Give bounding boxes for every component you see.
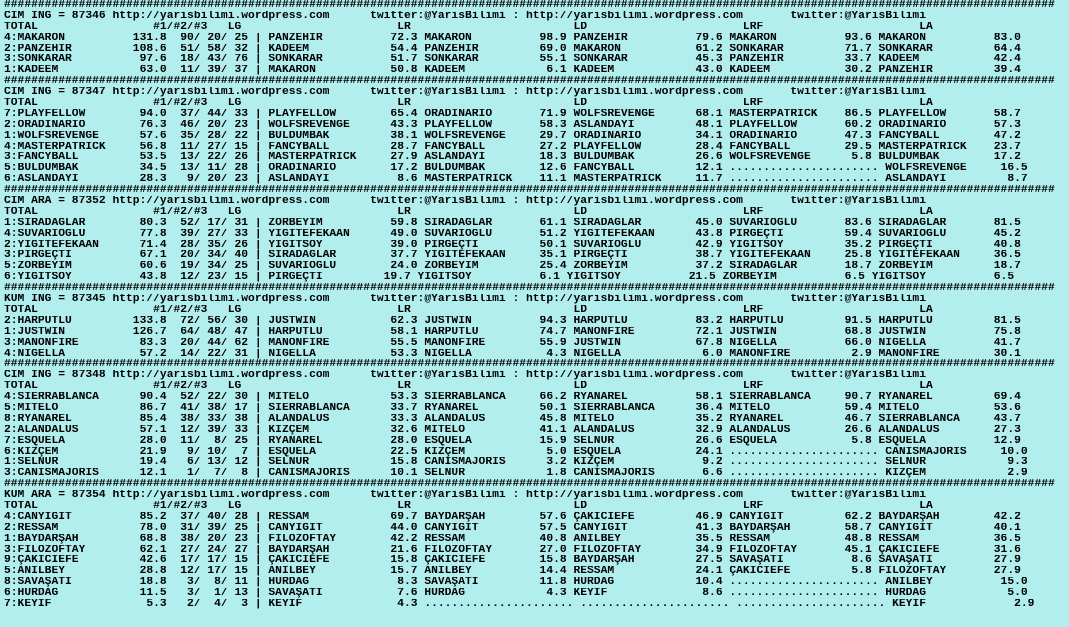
- horse-row: 7:KEYİF 5.3 2/ 4/ 3 | KEYİF 4.3 ...................... ...................... ...................... KEYİF 2.9: [4, 598, 1035, 610]
- separator-line: ###########################################################################################################################################################: [4, 185, 1055, 197]
- race-header-line: CIM ING = 87346 http://yarisbilimi.wordpress.com twitter:@YarisBilimi : http://yarisbilimi.wordpress.com twitter:@YarisBilimi: [4, 10, 926, 22]
- horse-row: 6:KIZÇEM 21.9 9/ 10/ 7 | ESQUELA 22.5 KIZÇEM 5.0 ESQUELA 24.1 ...................... CANISMAJORIS 10.0: [4, 446, 1028, 458]
- horse-row: 8:SAVAŞATI 18.8 3/ 8/ 11 | HÜRDAĞ 8.3 SAVAŞATI 11.8 HÜRDAĞ 10.4 ...................... ANILBEY 15.0: [4, 577, 1028, 589]
- horse-row: 1:BAYDARŞAH 68.8 38/ 20/ 23 | FİLOZOFTAY 42.2 RESSAM 40.8 ANILBEY 35.5 RESSAM 48.8 RESSAM 36.5: [4, 533, 1021, 545]
- horse-row: 2:ALANDALUS 57.1 12/ 39/ 33 | KIZÇEM 32.6 MITELO 41.1 ALANDALUS 32.9 ALANDALUS 26.6 ALANDALUS 27.3: [4, 424, 1021, 436]
- horse-row: 3:SONKARAR 97.6 18/ 43/ 76 | SONKARAR 51.7 SONKARAR 55.1 SONKARAR 45.3 PANZEHİR 33.7 KADEEM 42.4: [4, 54, 1021, 66]
- horse-row: 7:PLAYFELLOW 94.0 37/ 44/ 33 | PLAYFELLOW 65.4 ORADINARIO 71.9 WOLFSREVENGE 68.1 MASTERPATRICK 86.5 PLAYFELLOW 58.7: [4, 108, 1021, 120]
- separator-line: ###########################################################################################################################################################: [4, 0, 1055, 11]
- horse-row: 5:MITELO 86.7 41/ 38/ 17 | SIERRABLANCA 33.7 RYANAREL 50.1 SIERRABLANCA 36.4 MITELO 59.4 MITELO 53.6: [4, 402, 1021, 414]
- horse-row: 1:SELNUR 19.4 6/ 13/ 12 | SELNUR 15.8 CANISMAJORIS 3.2 KIZÇEM 9.2 ...................... SELNUR 9.3: [4, 457, 1028, 469]
- horse-row: 4:NIGELLA 57.2 14/ 22/ 31 | NIGELLA 53.3 NIGELLA 4.3 NIGELLA 6.0 MANONFIRE 2.9 MANONFIRE 30.1: [4, 348, 1021, 360]
- horse-row: 8:RYANAREL 85.4 38/ 33/ 38 | ALANDALUS 33.3 ALANDALUS 45.8 MITELO 35.2 RYANAREL 46.7 SIERRABLANCA 43.7: [4, 413, 1021, 425]
- separator-line: ###########################################################################################################################################################: [4, 479, 1055, 491]
- horse-row: 3:CANISMAJORIS 12.1 1/ 7/ 8 | CANISMAJORIS 10.1 SELNUR 1.8 CANISMAJORIS 6.6 ...................... KIZÇEM 2.9: [4, 468, 1028, 480]
- horse-row: 3:MANONFIRE 83.3 20/ 44/ 62 | MANONFIRE 55.5 MANONFIRE 55.9 JUSTWIN 67.8 NIGELLA 66.0 NIGELLA 41.7: [4, 337, 1021, 349]
- column-header-line: TOTAL #1/#2/#3 LG LR LD LRF LA: [4, 304, 933, 316]
- horse-row: 4:SIERRABLANCA 90.4 52/ 22/ 30 | MITELO 53.3 SIERRABLANCA 66.2 RYANAREL 58.1 SIERRABLANCA 90.7 RYANAREL 69.4: [4, 392, 1021, 403]
- horse-row: 5:ZORBEYİM 60.6 19/ 34/ 25 | SÜVARİOĞLU 24.0 ZORBEYİM 25.4 ZORBEYİM 37.2 SIRADAĞLAR 18.7 ZORBEYİM 18.7: [4, 261, 1021, 273]
- column-header-line: TOTAL #1/#2/#3 LG LR LD LRF LA: [4, 98, 933, 109]
- horse-row: 2:ORADINARIO 76.3 46/ 20/ 23 | WOLFSREVENGE 43.3 PLAYFELLOW 58.3 ASLANDAYI 48.1 PLAYFELLOW 60.2 ORADINARIO 57.3: [4, 119, 1021, 131]
- horse-row: 3:PİRGEÇTİ 67.1 20/ 34/ 40 | SIRADAĞLAR 37.7 YİĞİTEFEKAAN 35.1 PİRGEÇTİ 38.7 YİĞİTEFEKAAN 25.8 YİĞİTEFEKAAN 36.5: [4, 250, 1021, 262]
- race-header-line: KUM ARA = 87354 http://yarisbilimi.wordpress.com twitter:@YarisBilimi : http://yarisbilimi.wordpress.com twitter:@YarisBilimi: [4, 490, 926, 501]
- column-header-line: TOTAL #1/#2/#3 LG LR LD LRF LA: [4, 21, 933, 33]
- horse-row: 2:RESSAM 78.0 31/ 39/ 25 | CANYİĞİT 44.0 CANYİĞİT 57.5 CANYİĞİT 41.3 BAYDARŞAH 58.7 CANYİĞİT 40.1: [4, 522, 1021, 534]
- horse-row: 2:YİĞİTEFEKAAN 71.4 28/ 35/ 26 | YİĞİTSOY 39.0 PİRGEÇTİ 50.1 SÜVARİOĞLU 42.9 YİĞİTSOY 35.2 PİRGEÇTİ 40.8: [4, 239, 1021, 251]
- horse-row: 6:HÜRDAĞ 11.5 3/ 1/ 13 | SAVAŞATI 7.6 HÜRDAĞ 4.3 KEYİF 8.6 ...................... HÜRDAĞ 5.0: [4, 588, 1028, 599]
- horse-row: 1:KADEEM 63.0 11/ 39/ 37 | MAKARON 50.8 KADEEM 6.1 KADEEM 43.0 KADEEM 30.2 PANZEHİR 39.4: [4, 65, 1021, 77]
- horse-row: 5:ANILBEY 28.8 12/ 17/ 15 | ANILBEY 15.7 ANILBEY 14.4 RESSAM 24.1 ÇAKICIEFE 5.8 FİLOZOFTAY 27.9: [4, 566, 1021, 578]
- horse-row: 4:SÜVARİOĞLU 77.8 39/ 27/ 33 | YİĞİTEFEKAAN 49.0 SÜVARİOĞLU 51.2 YİĞİTEFEKAAN 43.8 PİRGEÇTİ 59.4 SÜVARİOĞLU 45.2: [4, 228, 1021, 240]
- column-header-line: TOTAL #1/#2/#3 LG LR LD LRF LA: [4, 206, 933, 218]
- race-header-line: CIM ARA = 87352 http://yarisbilimi.wordpress.com twitter:@YarisBilimi : http://yarisbilimi.wordpress.com twitter:@YarisBilimi: [4, 196, 926, 207]
- horse-row: 2:HARPUTLU 133.8 72/ 56/ 30 | JUSTWIN 62.3 JUSTWIN 94.3 HARPUTLU 83.2 HARPUTLU 91.5 HARPUTLU 81.5: [4, 315, 1021, 327]
- race-header-line: KUM ING = 87345 http://yarisbilimi.wordpress.com twitter:@YarisBilimi : http://yarisbilimi.wordpress.com twitter:@YarisBilimi: [4, 294, 926, 305]
- horse-row: 4:MAKARON 131.8 90/ 20/ 25 | PANZEHİR 72.3 MAKARON 98.9 PANZEHİR 79.6 MAKARON 93.6 MAKARON 83.0: [4, 32, 1021, 44]
- horse-row: 1:SIRADAĞLAR 80.3 52/ 17/ 31 | ZORBEYİM 59.8 SIRADAĞLAR 61.1 SIRADAĞLAR 45.0 SÜVARİOĞLU 83.6 SIRADAĞLAR 81.5: [4, 217, 1021, 229]
- horse-row: 4:MASTERPATRICK 56.8 11/ 27/ 15 | FANCYBALL 28.7 FANCYBALL 27.2 PLAYFELLOW 28.4 FANCYBALL 29.5 MASTERPATRICK 23.7: [4, 141, 1021, 153]
- race-header-line: CIM ING = 87347 http://yarisbilimi.wordpress.com twitter:@YarisBilimi : http://yarisbilimi.wordpress.com twitter:@YarisBilimi: [4, 87, 926, 99]
- column-header-line: TOTAL #1/#2/#3 LG LR LD LRF LA: [4, 381, 933, 393]
- separator-line: ###########################################################################################################################################################: [4, 283, 1055, 295]
- horse-row: 3:FİLOZOFTAY 62.1 27/ 24/ 27 | BAYDARŞAH 21.6 FİLOZOFTAY 27.0 FİLOZOFTAY 34.9 FİLOZOFTAY 45.1 ÇAKICIEFE 31.6: [4, 544, 1021, 556]
- horse-row: 6:ASLANDAYI 28.3 9/ 20/ 23 | ASLANDAYI 8.6 MASTERPATRICK 11.1 MASTERPATRICK 11.7 ...................... ASLANDAYI 8.7: [4, 174, 1028, 186]
- horse-row: 4:CANYİĞİT 85.2 37/ 40/ 28 | RESSAM 69.7 BAYDARŞAH 57.6 ÇAKICIEFE 46.9 CANYİĞİT 62.2 BAYDARŞAH 42.2: [4, 511, 1021, 523]
- horse-row: 6:YİĞİTSOY 43.8 12/ 23/ 15 | PİRGEÇTİ 19.7 YİĞİTSOY 6.1 YİĞİTSOY 21.5 ZORBEYİM 6.5 YİĞİTSOY 6.5: [4, 272, 1015, 284]
- horse-row: 2:PANZEHİR 108.6 51/ 58/ 32 | KADEEM 54.4 PANZEHİR 69.0 MAKARON 61.2 SONKARAR 71.7 SONKARAR 64.4: [4, 43, 1021, 55]
- horse-row: 3:FANCYBALL 53.5 13/ 22/ 26 | MASTERPATRICK 27.9 ASLANDAYI 18.3 BULDUMBAK 26.6 WOLFSREVENGE 5.8 BULDUMBAK 17.2: [4, 152, 1021, 164]
- horse-row: 9:ÇAKICIEFE 42.6 17/ 17/ 15 | ÇAKICIEFE 15.8 ÇAKICIEFE 15.8 BAYDARŞAH 27.5 SAVAŞATI 8.6 SAVAŞATI 27.9: [4, 555, 1021, 567]
- horse-row: 1:JUSTWIN 126.7 64/ 48/ 47 | HARPUTLU 58.1 HARPUTLU 74.7 MANONFIRE 72.1 JUSTWIN 68.8 JUSTWIN 75.8: [4, 326, 1021, 338]
- race-header-line: CIM ING = 87348 http://yarisbilimi.wordpress.com twitter:@YarisBilimi : http://yarisbilimi.wordpress.com twitter:@YarisBilimi: [4, 370, 926, 382]
- column-header-line: TOTAL #1/#2/#3 LG LR LD LRF LA: [4, 500, 933, 512]
- separator-line: ###########################################################################################################################################################: [4, 76, 1055, 88]
- separator-line: ###########################################################################################################################################################: [4, 359, 1055, 371]
- horse-row: 5:BULDUMBAK 34.5 13/ 11/ 28 | ORADINARIO 17.2 BULDUMBAK 12.6 FANCYBALL 12.1 ...................... WOLFSREVENGE 16.5: [4, 163, 1028, 175]
- horse-row: 7:ESQUELA 28.0 11/ 8/ 25 | RYANAREL 28.0 ESQUELA 15.9 SELNUR 26.6 ESQUELA 5.8 ESQUELA 12.9: [4, 435, 1021, 447]
- horse-row: 1:WOLFSREVENGE 57.6 35/ 28/ 22 | BULDUMBAK 38.1 WOLFSREVENGE 29.7 ORADINARIO 34.1 ORADINARIO 47.3 FANCYBALL 47.2: [4, 130, 1021, 142]
